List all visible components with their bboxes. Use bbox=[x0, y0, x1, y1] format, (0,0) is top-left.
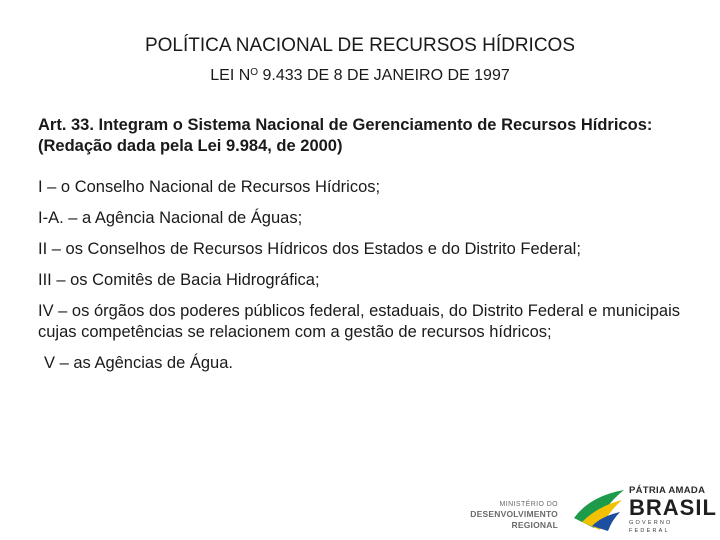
list-item: I-A. – a Agência Nacional de Águas; bbox=[38, 209, 303, 227]
list-item: IV – os órgãos dos poderes públicos federal, estaduais, do Distrito Federal e municipais cujas competências se relacionem com a gestão de recursos hídricos; bbox=[38, 302, 681, 341]
ministry-line2: DESENVOLVIMENTO REGIONAL bbox=[470, 509, 558, 530]
law-prefix: LEI N bbox=[210, 67, 251, 84]
list-item: II – os Conselhos de Recursos Hídricos dos Estados e do Distrito Federal; bbox=[38, 240, 581, 258]
article-items-list bbox=[38, 177, 688, 384]
gov-tagline: PÁTRIA AMADA bbox=[629, 485, 706, 496]
brazil-flag-emblem-icon bbox=[572, 488, 626, 532]
ministry-logo bbox=[426, 500, 558, 531]
ministry-line1: MINISTÉRIO DO bbox=[499, 501, 558, 508]
gov-name: BRASIL bbox=[629, 495, 717, 520]
law-rest: 9.433 DE 8 DE JANEIRO DE 1997 bbox=[258, 67, 510, 84]
footer-logos bbox=[0, 480, 720, 540]
page-title: POLÍTICA NACIONAL DE RECURSOS HÍDRICOS bbox=[144, 35, 576, 56]
article-33-heading: Art. 33. Integram o Sistema Nacional de Gerenciamento de Recursos Hídricos: (Redação dada pela Lei 9.984, de 2000) bbox=[38, 116, 653, 155]
law-reference bbox=[0, 63, 720, 86]
law-superscript: O bbox=[250, 67, 259, 78]
list-item: V – as Agências de Água. bbox=[44, 354, 233, 372]
government-logo bbox=[629, 485, 715, 535]
list-item: III – os Comitês de Bacia Hidrográfica; bbox=[38, 271, 320, 289]
list-item: I – o Conselho Nacional de Recursos Hídricos; bbox=[38, 178, 381, 196]
gov-subtitle: GOVERNO FEDERAL bbox=[629, 520, 673, 534]
